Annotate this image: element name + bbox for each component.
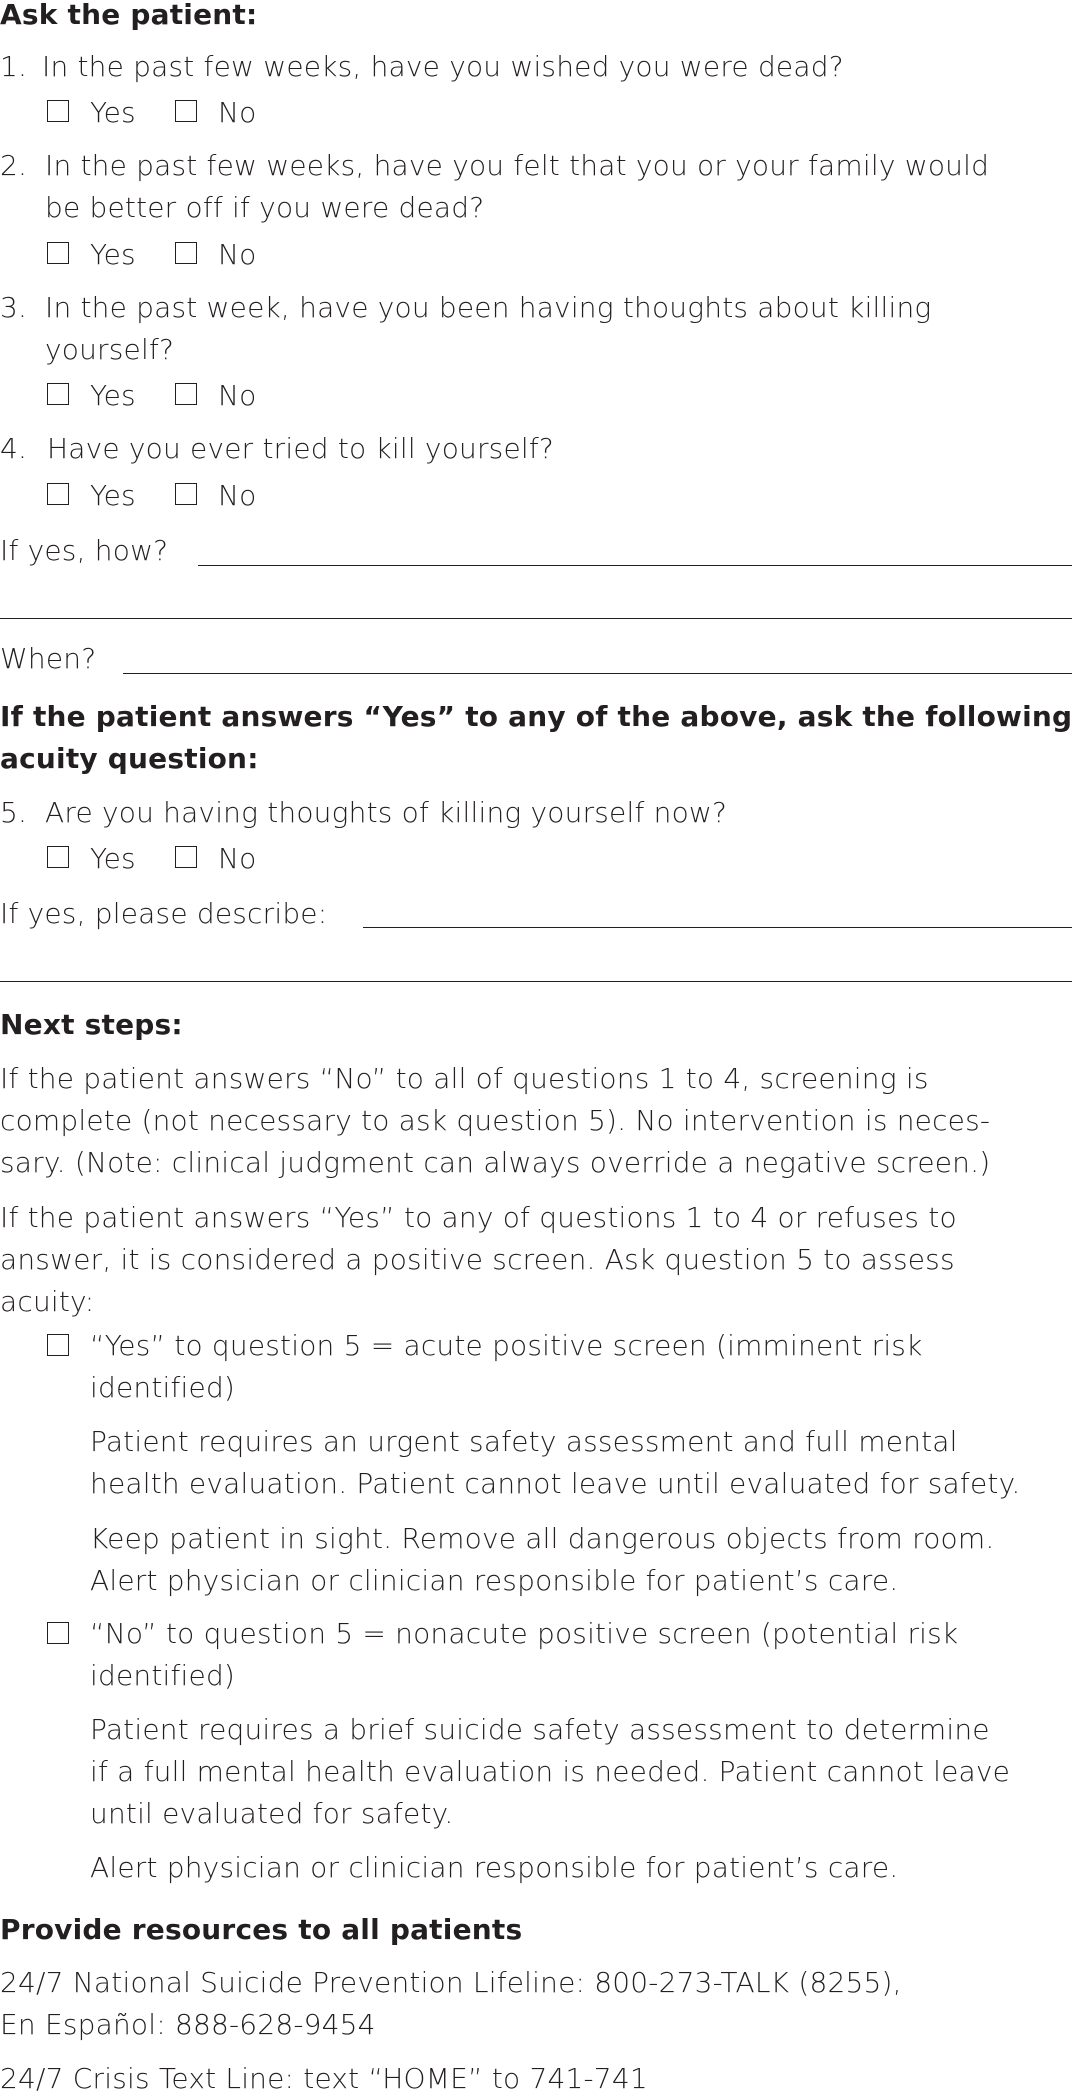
nonacute-positive-checkbox[interactable] [47,1622,69,1644]
if-yes-how-field-line2[interactable] [0,618,1072,619]
acute-p1-line2: health evaluation. Patient cannot leave until evaluated for safety. [90,1467,1021,1500]
resources-heading: Provide resources to all patients [0,1913,523,1946]
if-yes-how-field-line1[interactable] [198,565,1072,566]
q2-yes-checkbox[interactable] [47,242,69,264]
q3-yes-checkbox[interactable] [47,383,69,405]
q3-text-line1: In the past week, have you been having thoughts about killing [45,291,932,324]
acute-p2-line2: Alert physician or clinician responsible for patient’s care. [90,1564,899,1597]
q4-number: 4. [0,432,28,465]
q1-no-label: No [218,96,257,129]
q5-yes-label: Yes [90,842,136,875]
q4-text: Have you ever tried to kill yourself? [47,432,554,465]
acute-label-line2: identified) [90,1371,236,1404]
q2-no-label: No [218,238,257,271]
acuity-heading-line1: If the patient answers “Yes” to any of the above, ask the following [0,700,1072,733]
q2-yes-label: Yes [90,238,136,271]
next-steps-heading: Next steps: [0,1008,183,1041]
q3-no-checkbox[interactable] [175,383,197,405]
para2-line2: answer, it is considered a positive screen. Ask question 5 to assess [0,1243,955,1276]
if-yes-describe-label: If yes, please describe: [0,897,328,930]
para1-line2: complete (not necessary to ask question 5). No intervention is neces- [0,1104,991,1137]
q5-no-label: No [218,842,257,875]
ask-heading: Ask the patient: [0,0,258,31]
acute-p2-line1: Keep patient in sight. Remove all dangerous objects from room. [90,1522,995,1555]
para1-line3: sary. (Note: clinical judgment can always override a negative screen.) [0,1146,991,1179]
describe-field-line2[interactable] [0,981,1072,982]
q2-number: 2. [0,149,28,182]
q3-yes-label: Yes [90,379,136,412]
acute-label-line1: “Yes” to question 5 = acute positive screen (imminent risk [90,1329,923,1362]
when-field-line[interactable] [123,673,1072,674]
q2-text-line2: be better off if you were dead? [45,191,485,224]
para2-line1: If the patient answers “Yes” to any of questions 1 to 4 or refuses to [0,1201,957,1234]
q4-no-label: No [218,479,257,512]
q4-yes-checkbox[interactable] [47,483,69,505]
nonacute-p1-line1: Patient requires a brief suicide safety assessment to determine [90,1713,990,1746]
q1-no-checkbox[interactable] [175,100,197,122]
q3-number: 3. [0,291,28,324]
espanol-text: En Español: 888-628-9454 [0,2008,376,2041]
q1-yes-checkbox[interactable] [47,100,69,122]
nonacute-p1-line2: if a full mental health evaluation is needed. Patient cannot leave [90,1755,1011,1788]
lifeline-text: 24/7 National Suicide Prevention Lifeline: 800-273-TALK (8255), [0,1966,902,1999]
acute-p1-line1: Patient requires an urgent safety assessment and full mental [90,1425,958,1458]
nonacute-p2-line1: Alert physician or clinician responsible for patient’s care. [90,1851,899,1884]
para1-line1: If the patient answers “No” to all of questions 1 to 4, screening is [0,1062,929,1095]
nonacute-label-line2: identified) [90,1659,236,1692]
q1-number: 1. [0,50,28,83]
para2-line3: acuity: [0,1285,95,1318]
describe-field-line1[interactable] [363,927,1072,928]
nonacute-p1-line3: until evaluated for safety. [90,1797,454,1830]
q1-text: In the past few weeks, have you wished you were dead? [42,50,844,83]
q3-text-line2: yourself? [45,333,175,366]
q5-number: 5. [0,796,28,829]
q5-yes-checkbox[interactable] [47,846,69,868]
acute-positive-checkbox[interactable] [47,1334,69,1356]
q5-text: Are you having thoughts of killing yourself now? [45,796,728,829]
crisis-text-line: 24/7 Crisis Text Line: text “HOME” to 741-741 [0,2062,648,2095]
q5-no-checkbox[interactable] [175,846,197,868]
when-label: When? [0,642,97,675]
nonacute-label-line1: “No” to question 5 = nonacute positive screen (potential risk [90,1617,959,1650]
q4-yes-label: Yes [90,479,136,512]
q1-yes-label: Yes [90,96,136,129]
q3-no-label: No [218,379,257,412]
q4-no-checkbox[interactable] [175,483,197,505]
q2-text-line1: In the past few weeks, have you felt that you or your family would [45,149,990,182]
if-yes-how-label: If yes, how? [0,534,169,567]
acuity-heading-line2: acuity question: [0,742,259,775]
q2-no-checkbox[interactable] [175,242,197,264]
